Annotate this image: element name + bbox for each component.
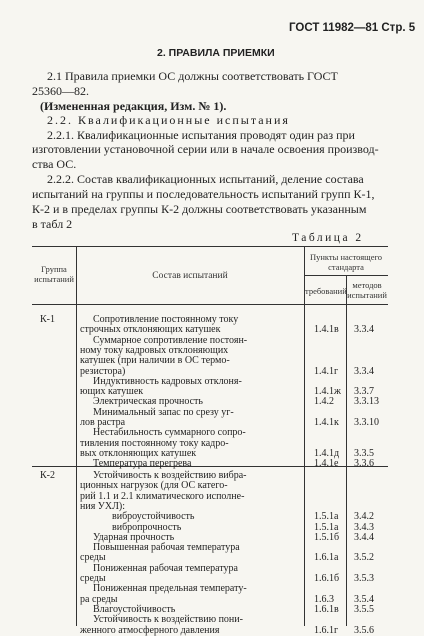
table-row-requirement: 1.6.1в bbox=[314, 603, 339, 615]
page-header: ГОСТ 11982—81 Стр. 5 bbox=[289, 22, 416, 34]
table-row-text: Пониженная рабочая температура bbox=[93, 562, 238, 574]
table-row-method: 3.4.3 bbox=[354, 521, 374, 533]
table-row-requirement: 1.4.1в bbox=[314, 324, 339, 336]
table-row-requirement: 1.6.1а bbox=[314, 552, 339, 564]
table-col-divider-3 bbox=[346, 275, 347, 626]
table-row-text: Электрическая прочность bbox=[93, 396, 203, 408]
table-row-method: 3.3.7 bbox=[354, 386, 374, 398]
header-composition: Состав испытаний bbox=[152, 271, 228, 281]
header-methods: методов испытаний bbox=[347, 280, 387, 300]
table-row-requirement: 1.4.1ж bbox=[314, 386, 341, 398]
table-row-text: резистора) bbox=[80, 365, 126, 377]
table-row-method: 3.5.5 bbox=[354, 603, 374, 615]
para-2-2: 2.2. Квалификационные испытания bbox=[47, 113, 290, 127]
group-label-k1: К-1 bbox=[40, 314, 55, 325]
table-row-requirement: 1.5.1а bbox=[314, 521, 339, 533]
table-row-method: 3.3.6 bbox=[354, 458, 374, 470]
table-row-method: 3.3.4 bbox=[354, 324, 374, 336]
table-row-text: лов растра bbox=[80, 417, 126, 428]
table-row-text: ра среды bbox=[80, 593, 118, 605]
table-row-text: виброустойчивость bbox=[112, 511, 195, 523]
table-row-method: 3.4.2 bbox=[354, 511, 374, 523]
table-row-method: 3.3.10 bbox=[354, 417, 379, 428]
table-row-method: 3.5.2 bbox=[354, 552, 374, 564]
table-row-requirement: 1.4.1к bbox=[314, 417, 339, 428]
table-row-text: Индуктивность кадровых отклоня- bbox=[93, 375, 242, 387]
amendment-note: (Измененная редакция, Изм. № 1). bbox=[40, 99, 227, 113]
table-row-method: 3.4.4 bbox=[354, 531, 374, 543]
table-row-requirement: 1.4.2 bbox=[314, 396, 334, 408]
table-row-requirement: 1.6.3 bbox=[314, 593, 334, 605]
table-row-method: 3.5.3 bbox=[354, 573, 374, 584]
table-caption: Таблица 2 bbox=[292, 232, 364, 244]
table-row-text: Температура перегрева bbox=[93, 458, 192, 470]
table-row-requirement: 1.5.1а bbox=[314, 511, 339, 523]
para-2-1-line1: 2.1 Правила приемки ОС должны соответствовать ГОСТ bbox=[47, 69, 338, 83]
para-2-2-1-line1: 2.2.1. Квалификационные испытания проводят один раз при bbox=[47, 128, 355, 142]
table-row-text: вых отклоняющих катушек bbox=[80, 447, 197, 459]
header-group: Группа испытаний bbox=[34, 264, 74, 284]
table-row-text: ному току кадровых отклоняющих bbox=[80, 344, 229, 356]
table-row-method: 3.5.4 bbox=[354, 593, 374, 605]
para-2-2-1-line2: изготовлении установочной серии или в начале освоения производ- bbox=[32, 142, 379, 156]
table-row-text: Сопротивление постоянному току bbox=[93, 314, 239, 325]
para-2-2-2-line4: в табл 2 bbox=[32, 217, 73, 231]
table-row-text: Пониженная предельная температу- bbox=[93, 583, 247, 595]
table-col-divider-2 bbox=[304, 246, 305, 626]
table-row-method: 3.3.5 bbox=[354, 447, 374, 459]
table-row-text: Устойчивость к воздействию вибра- bbox=[93, 470, 247, 481]
table-row-method: 3.3.4 bbox=[354, 365, 374, 377]
table-row-method: 3.3.13 bbox=[354, 396, 379, 408]
table-row-text: ционных нагрузок (для ОС катего- bbox=[80, 480, 228, 492]
para-2-2-2-line2: испытаний на группы и последовательность испытаний групп К-1, bbox=[32, 187, 375, 201]
table-row-requirement: 1.6.1б bbox=[314, 573, 340, 584]
group-label-k2: К-2 bbox=[40, 470, 55, 481]
table-row-requirement: 1.4.1г bbox=[314, 365, 339, 377]
table-row-method: 3.5.6 bbox=[354, 624, 374, 636]
table-row-text: Повышенная рабочая температура bbox=[93, 542, 240, 554]
table-row-text: среды bbox=[80, 552, 106, 564]
para-2-2-1-line3: ства ОС. bbox=[32, 157, 77, 171]
table-row-requirement: 1.6.1г bbox=[314, 624, 339, 636]
para-2-1-line2: 25360—82. bbox=[32, 84, 89, 98]
table-row-text: Влагоустойчивость bbox=[93, 603, 176, 615]
section-title: 2. ПРАВИЛА ПРИЕМКИ bbox=[157, 47, 275, 59]
table-row-text: женного атмосферного давления bbox=[80, 624, 220, 636]
para-2-2-2-line3: К-2 и в пределах группы К-2 должны соответствовать указанным bbox=[32, 202, 367, 216]
table-row-text: Суммарное сопротивление постоян- bbox=[93, 334, 248, 346]
table-row-text: рий 1.1 и 2.1 климатического исполне- bbox=[80, 490, 245, 502]
table-row-text: ния УХЛ): bbox=[80, 500, 125, 512]
table-row-text: строчных отклоняющих катушек bbox=[80, 324, 221, 336]
table-col-divider-1 bbox=[76, 246, 77, 626]
table-row-text: вибропрочность bbox=[112, 521, 182, 533]
table-row-text: среды bbox=[80, 573, 106, 584]
table-row-text: катушек (при наличии в ОС термо- bbox=[80, 355, 230, 367]
table-row-text: Минимальный запас по срезу уг- bbox=[93, 406, 234, 418]
table-row-text: Нестабильность суммарного сопро- bbox=[93, 427, 246, 439]
table-row-text: ющих катушек bbox=[80, 386, 144, 398]
table-row-text: тивления постоянному току кадро- bbox=[80, 437, 229, 449]
header-points: Пункты настоящего стандарта bbox=[309, 252, 383, 272]
table-row-requirement: 1.4.1д bbox=[314, 447, 340, 459]
header-requirements: требований bbox=[305, 286, 347, 296]
para-2-2-2-line1: 2.2.2. Состав квалификационных испытаний, деление состава bbox=[47, 172, 364, 186]
table-top-rule bbox=[32, 246, 388, 247]
table-row-text: Ударная прочность bbox=[93, 531, 175, 543]
table-row-requirement: 1.5.1б bbox=[314, 531, 340, 543]
table-row-text: Устойчивость к воздействию пони- bbox=[93, 614, 243, 626]
table-row-requirement: 1.4.1е bbox=[314, 458, 339, 470]
table-header-rule bbox=[32, 304, 388, 305]
